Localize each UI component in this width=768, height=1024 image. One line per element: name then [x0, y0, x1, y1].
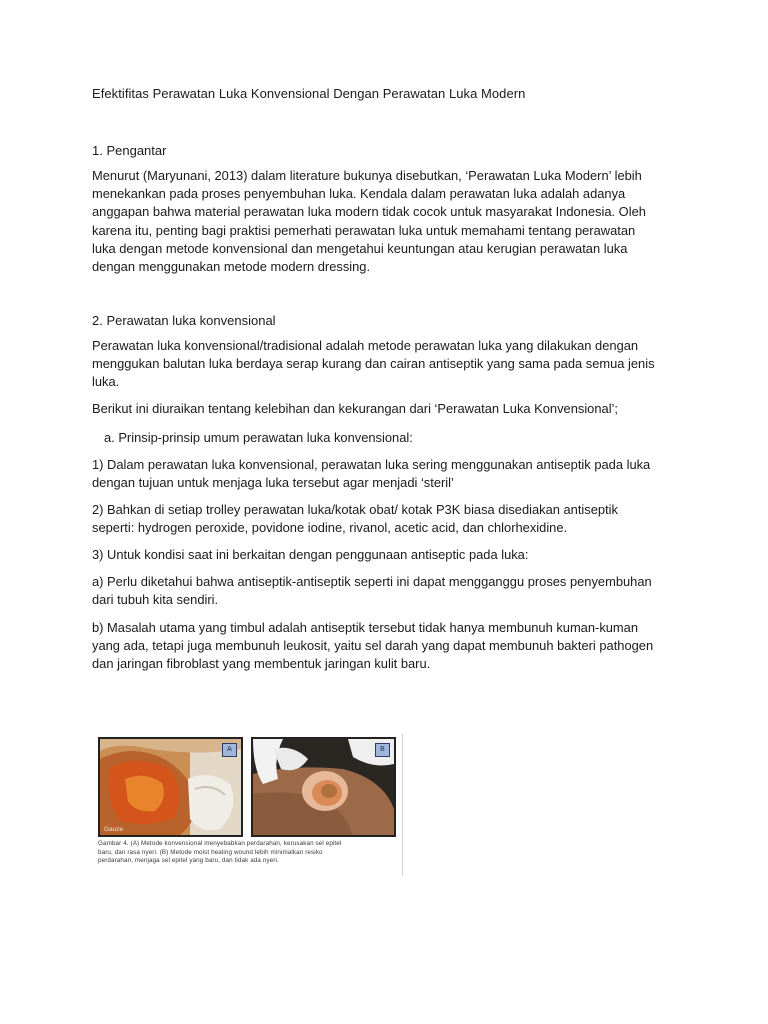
- text-line: anggapan bahwa material perawatan luka modern tidak cocok untuk masyarakat Indonesia. Oleh: [92, 204, 646, 220]
- text-line: luka.: [92, 374, 120, 390]
- text-line: luka dengan metode konvensional dan mengetahui keuntungan atau kerugian perawatan luka: [92, 240, 628, 256]
- text-line: 1) Dalam perawatan luka konvensional, perawatan luka sering menggunakan antiseptik pada luka: [92, 457, 651, 472]
- photo-moist-healing-wound: [251, 737, 396, 837]
- text-line: Menurut (Maryunani, 2013) dalam literature bukunya disebutkan, ‘Perawatan Luka Modern’ lebih: [92, 168, 642, 183]
- list-item-2: [92, 501, 682, 537]
- text-line: seperti: hydrogen peroxide, povidone iodine, rivanol, acetic acid, dan chlorhexidine.: [92, 520, 568, 536]
- text-line: menekankan pada proses penyembuhan luka. Kendala dalam perawatan luka adalah adanya: [92, 186, 626, 202]
- text-line: Perawatan luka konvensional/tradisional adalah metode perawatan luka yang dilakukan dengan: [92, 338, 639, 353]
- caption-line: baru, dan rasa nyeri. (B) Metode moist healing wound lebih minimalkan resiko: [98, 848, 323, 856]
- paragraph-definition: [92, 337, 682, 392]
- list-heading-a: a. Prinsip-prinsip umum perawatan luka konvensional:: [104, 430, 413, 445]
- text-line: dengan tujuan untuk menjaga luka tersebut agar menjadi ‘steril’: [92, 475, 454, 491]
- text-line: dari tubuh kita sendiri.: [92, 592, 219, 608]
- figure-caption: [98, 840, 398, 866]
- wound-image-b: [253, 739, 394, 835]
- wound-image-a: [100, 739, 241, 835]
- text-line: dan jaringan fibroblast yang membentuk jaringan kulit baru.: [92, 656, 431, 672]
- text-line: yang ada, tetapi juga membunuh leukosit, yaitu sel darah yang dapat membunuh bakteri pathogen: [92, 638, 654, 654]
- section-heading-pengantar: 1. Pengantar: [92, 143, 167, 158]
- text-line: 2) Bahkan di setiap trolley perawatan luka/kotak obat/ kotak P3K biasa disediakan antiseptik: [92, 502, 618, 517]
- gauze-label: Gauze: [104, 826, 124, 833]
- paragraph-pengantar: [92, 167, 682, 276]
- badge-a: A: [222, 743, 237, 757]
- text-line: dengan menggunakan metode modern dressing.: [92, 259, 371, 275]
- document-title: Efektifitas Perawatan Luka Konvensional Dengan Perawatan Luka Modern: [92, 86, 526, 101]
- section-heading-konvensional: 2. Perawatan luka konvensional: [92, 313, 276, 328]
- caption-line: perdarahan, menjaga sel epitel yang baru, dan tidak ada nyeri.: [98, 857, 279, 865]
- text-line: menggukan balutan luka berdaya serap kurang dan cairan antiseptik yang sama pada semua jenis: [92, 356, 655, 372]
- text-line: b) Masalah utama yang timbul adalah antiseptik tersebut tidak hanya membunuh kuman-kuman: [92, 620, 639, 635]
- text-line: karena itu, penting bagi praktisi pemerhati perawatan luka untuk memahami tentang perawatan: [92, 222, 636, 238]
- list-item-1: [92, 456, 682, 492]
- list-item-a: [92, 573, 682, 609]
- caption-line: Gambar 4. (A) Metode konvensional menyebabkan perdarahan, kerusakan sel epitel: [98, 840, 342, 847]
- paragraph-berikut: Berikut ini diuraikan tentang kelebihan dan kekurangan dari ‘Perawatan Luka Konvensional’;: [92, 401, 618, 416]
- wound-figure: [96, 734, 403, 876]
- list-item-3: 3) Untuk kondisi saat ini berkaitan dengan penggunaan antiseptic pada luka:: [92, 547, 529, 562]
- photo-conventional-wound: [98, 737, 243, 837]
- list-item-b: [92, 619, 682, 674]
- badge-b: B: [375, 743, 390, 757]
- text-line: a) Perlu diketahui bahwa antiseptik-antiseptik seperti ini dapat mengganggu proses penyembuhan: [92, 574, 652, 589]
